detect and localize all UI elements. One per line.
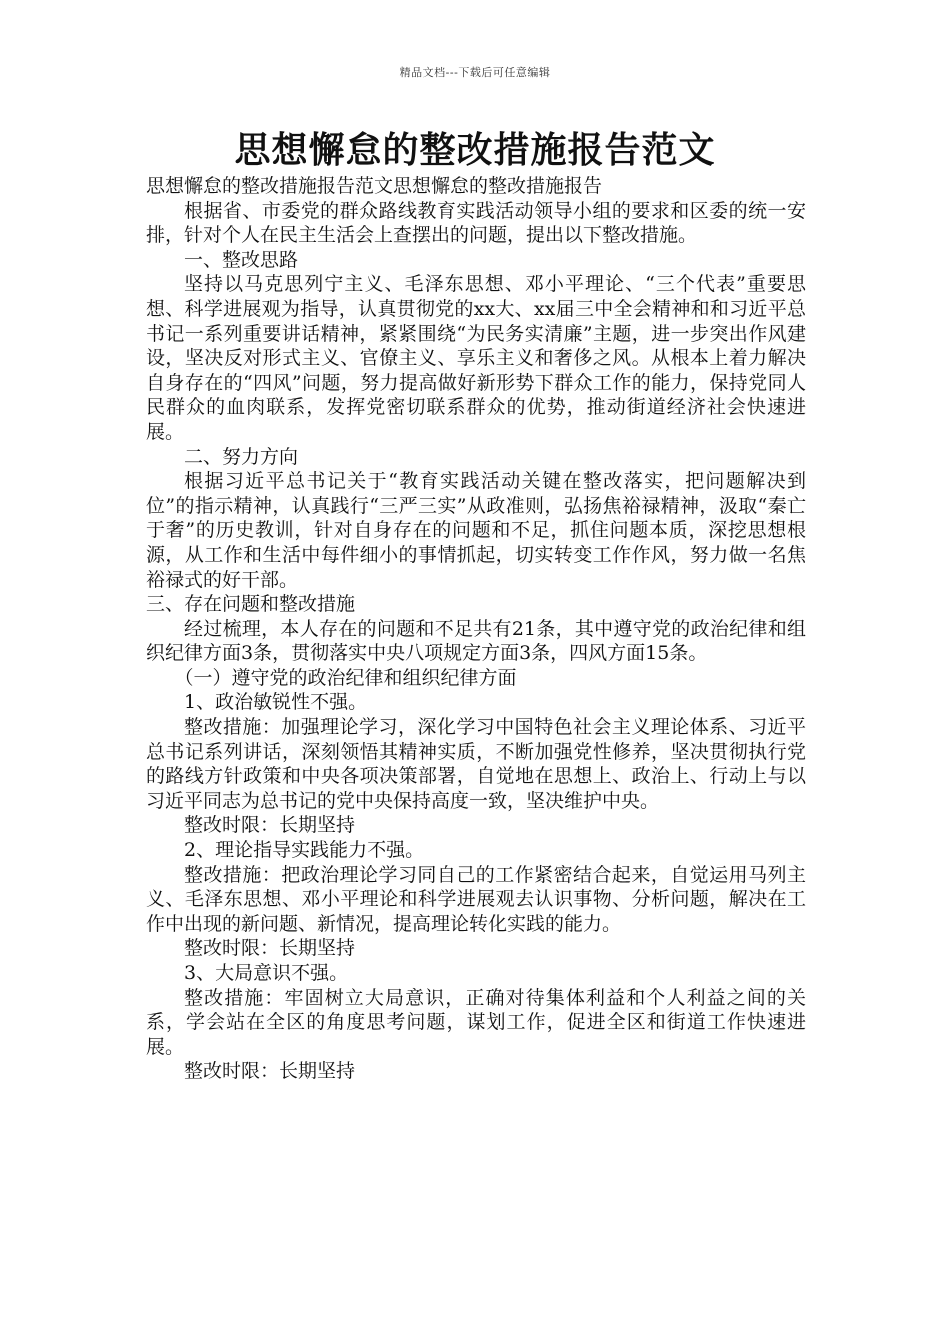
section-heading: 二、努力方向 xyxy=(184,445,299,468)
document-body xyxy=(146,174,806,1084)
subsection-heading: （一）遵守党的政治纪律和组织纪律方面 xyxy=(174,666,517,689)
item-heading: 3、大局意识不强。 xyxy=(184,962,349,984)
paragraph: 根据习近平总书记关于“教育实践活动关键在整改落实，把问题解决到位”的指示精神，认真践行“三严三实”从政准则，弘扬焦裕禄精神，汲取“秦亡于奢”的历史教训，针对自身存在的问题和不足，抓住问题本质，深挖思想根源，从工作和生活中每件细小的事情抓起，切实转变工作作风，努力做一名焦裕禄式的好干部。 xyxy=(146,470,806,591)
deadline-line: 整改时限：长期坚持 xyxy=(184,1060,356,1083)
item-heading: 2、理论指导实践能力不强。 xyxy=(184,839,425,862)
deadline-line: 整改时限：长期坚持 xyxy=(184,814,356,837)
paragraph: 经过梳理，本人存在的问题和不足共有21条，其中遵守党的政治纪律和组织纪律方面3条，贯彻落实中央八项规定方面3条，四风方面15条。 xyxy=(146,617,806,665)
header-note: 精品文档---下载后可任意编辑 xyxy=(399,66,551,79)
paragraph: 整改措施：牢固树立大局意识，正确对待集体利益和个人利益之间的关系，学会站在全区的角度思考问题，谋划工作，促进全区和街道工作快速进展。 xyxy=(146,986,806,1058)
paragraph: 思想懈怠的整改措施报告范文思想懈怠的整改措施报告 xyxy=(146,175,603,197)
paragraph: 整改措施：加强理论学习，深化学习中国特色社会主义理论体系、习近平总书记系列讲话，深刻领悟其精神实质，不断加强党性修养，坚决贯彻执行党的路线方针政策和中央各项决策部署，自觉地在思想上、政治上、行动上与以习近平同志为总书记的党中央保持高度一致，坚决维护中央。 xyxy=(146,716,806,812)
paragraph: 坚持以马克思列宁主义、毛泽东思想、邓小平理论、“三个代表”重要思想、科学进展观为指导，认真贯彻党的xx大、xx届三中全会精神和和习近平总书记一系列重要讲话精神，紧紧围绕“为民务实清廉”主题，进一步突出作风建设，坚决反对形式主义、官僚主义、享乐主义和奢侈之风。从根本上着力解决自身存在的“四风”问题，努力提高做好新形势下群众工作的能力，保持党同人民群众的血肉联系，发挥党密切联系群众的优势，推动街道经济社会快速进展。 xyxy=(146,273,806,443)
paragraph: 根据省、市委党的群众路线教育实践活动领导小组的要求和区委的统一安排，针对个人在民主生活会上查摆出的问题，提出以下整改措施。 xyxy=(146,199,806,247)
deadline-line: 整改时限：长期坚持 xyxy=(184,937,356,960)
document-title: 思想懈怠的整改措施报告范文 xyxy=(234,129,716,171)
item-heading: 1、政治敏锐性不强。 xyxy=(184,691,368,714)
paragraph: 整改措施：把政治理论学习同自己的工作紧密结合起来，自觉运用马列主义、毛泽东思想、邓小平理论和科学进展观去认识事物、分析问题，解决在工作中出现的新问题、新情况，提高理论转化实践的能力。 xyxy=(146,863,806,935)
section-heading: 一、整改思路 xyxy=(184,248,299,271)
section-heading: 三、存在问题和整改措施 xyxy=(146,593,356,616)
